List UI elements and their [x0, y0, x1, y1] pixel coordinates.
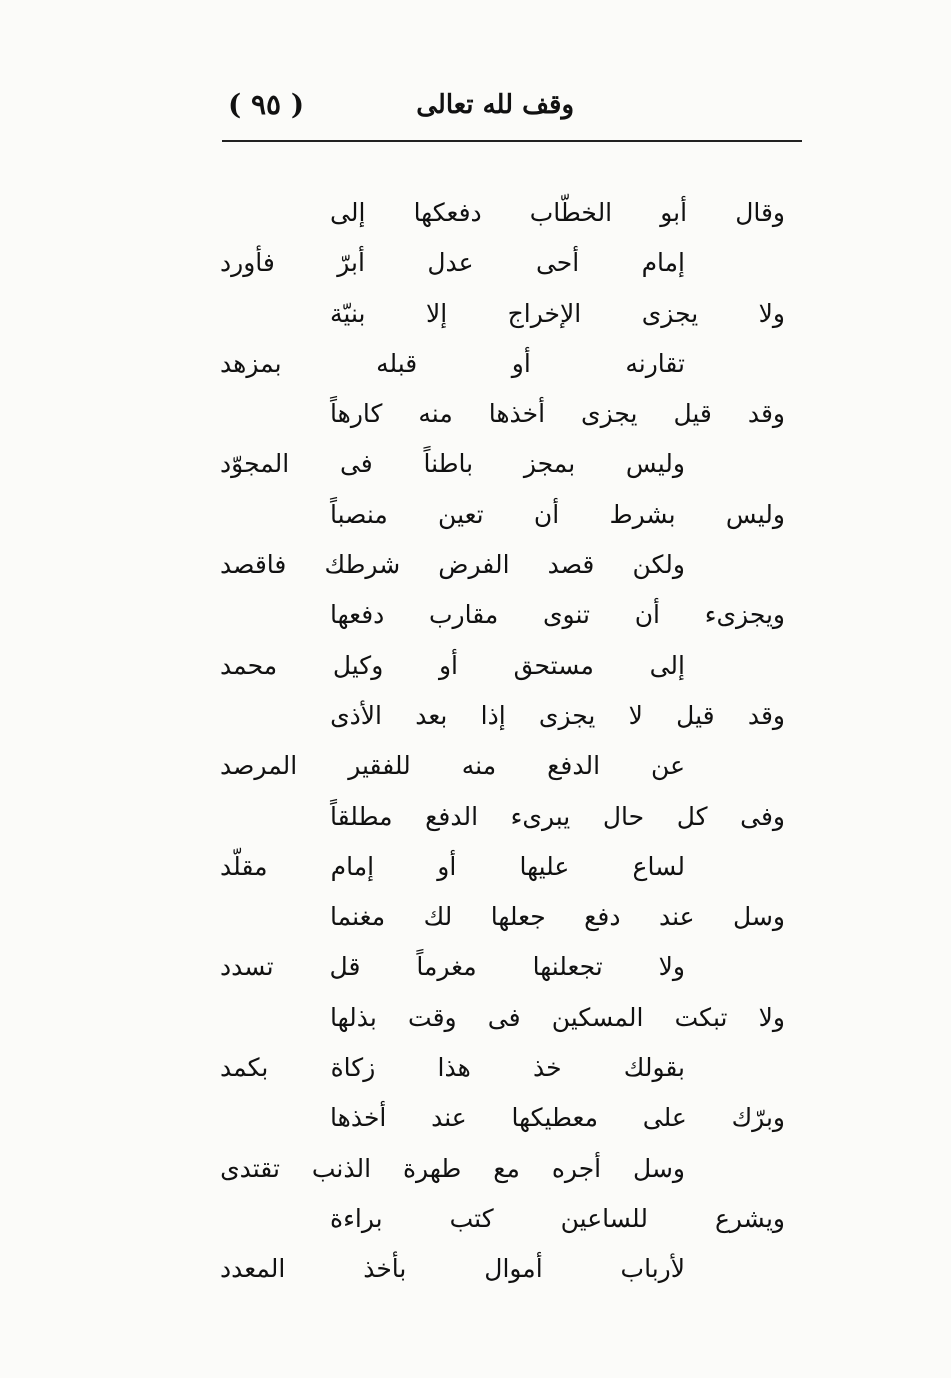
verse-second-hemistich	[220, 741, 785, 791]
verse-word: عند	[658, 902, 695, 932]
verse-word: جعلها	[490, 902, 546, 932]
verse-word: أخذها	[488, 399, 546, 429]
verse-word: منه	[418, 399, 453, 429]
verse-words	[330, 1093, 785, 1143]
verse-word: ولكن	[632, 550, 685, 580]
verse-word: أبو	[660, 198, 688, 227]
verse-word: مطلقاً	[330, 801, 393, 831]
verse-words	[220, 238, 685, 288]
verse-word: هذا	[437, 1053, 471, 1083]
verse-words	[220, 942, 685, 992]
verse-words	[330, 892, 785, 942]
verse-words	[220, 1244, 685, 1294]
verse-word: بقولك	[623, 1053, 685, 1083]
verse-word: منه	[461, 751, 497, 781]
verse-first-hemistich	[330, 691, 785, 741]
verse-word: ويشرع	[714, 1203, 785, 1233]
verse-words	[330, 993, 785, 1043]
verse-second-hemistich	[220, 540, 785, 590]
verse-word: فاقصد	[220, 550, 287, 580]
verse-word: المعدد	[220, 1254, 286, 1284]
verse-word: الدفع	[547, 751, 601, 781]
verse-word: ولا	[758, 298, 785, 328]
verse-words	[330, 490, 785, 540]
verse-word: الأذى	[330, 700, 382, 730]
verse-word: بذلها	[330, 1002, 377, 1032]
verse-word: وسل	[733, 902, 785, 932]
verse-word: خذ	[532, 1053, 562, 1083]
page-header	[222, 84, 802, 140]
verse-word: مستحق	[513, 650, 594, 680]
verse-words	[330, 1194, 785, 1244]
verse-word: بمجز	[523, 449, 576, 479]
verse-words	[330, 188, 785, 238]
verse-word: دفعها	[330, 600, 385, 630]
verse-first-hemistich	[330, 993, 785, 1043]
verse-first-hemistich	[330, 289, 785, 339]
verse-word: يجزى	[538, 700, 596, 730]
verse-word: أموال	[484, 1254, 543, 1284]
verse-word: قيل	[676, 700, 715, 730]
verse-second-hemistich	[220, 1244, 785, 1294]
verse-words	[330, 792, 785, 842]
verse-word: كارهاً	[330, 399, 383, 429]
verse-word: تبكت	[674, 1002, 728, 1032]
verse-word: تنوى	[542, 600, 590, 630]
verse-word: دفعكها	[413, 198, 482, 227]
verse-word: وكيل	[332, 650, 384, 680]
verse-word: الإخراج	[507, 298, 582, 328]
verse-words	[220, 741, 685, 791]
verse-word: لأرباب	[620, 1254, 685, 1284]
verse-second-hemistich	[220, 1043, 785, 1093]
verse-word: براءة	[330, 1203, 383, 1233]
running-title: وقف لله تعالى	[416, 90, 574, 120]
verse-word: تقارنه	[625, 348, 685, 378]
verse-word: دفع	[584, 902, 621, 932]
verse-word: بكمد	[220, 1053, 269, 1083]
verse-word: مغرماً	[416, 952, 477, 982]
verse-word: عن	[651, 751, 685, 781]
verse-first-hemistich	[330, 590, 785, 640]
verse-word: بنيّة	[330, 298, 366, 328]
verse-word: حال	[602, 801, 645, 831]
verse-word: عدل	[427, 248, 474, 278]
verse-first-hemistich	[330, 1093, 785, 1143]
verse-word: عند	[431, 1103, 467, 1133]
verse-word: لا	[628, 700, 643, 730]
verse-word: لك	[423, 902, 453, 932]
verse-word: أحى	[535, 248, 580, 278]
verse-word: أجره	[551, 1153, 602, 1183]
verse-word: قصد	[547, 550, 595, 580]
verse-word: وقال	[735, 198, 785, 227]
verse-word: قل	[329, 952, 361, 982]
verse-word: أبرّ	[337, 248, 365, 278]
verse-word: معطيكها	[511, 1103, 598, 1133]
verse-word: يجزى	[641, 298, 699, 328]
verse-word: قبله	[376, 348, 418, 378]
verse-word: عليها	[519, 851, 570, 881]
verse-word: أن	[533, 499, 560, 529]
verse-words	[220, 641, 685, 691]
verse-first-hemistich	[330, 892, 785, 942]
verse-first-hemistich	[330, 1194, 785, 1244]
verse-word: تعين	[438, 499, 484, 529]
verse-second-hemistich	[220, 842, 785, 892]
verse-word: بمزهد	[220, 348, 282, 378]
verse-word: كل	[676, 801, 708, 831]
verse-words	[330, 590, 785, 640]
verse-word: ولا	[758, 1002, 785, 1032]
verse-words	[220, 540, 685, 590]
verse-word: باطناً	[423, 449, 474, 479]
verse-words	[220, 1144, 685, 1194]
verse-word: المسكين	[551, 1002, 644, 1032]
verse-word: إمام	[641, 248, 685, 278]
verse-word: وقد	[747, 399, 785, 429]
verse-word: وقت	[408, 1002, 457, 1032]
verse-word: الخطّاب	[529, 198, 613, 227]
verse-word: شرطك	[324, 550, 401, 580]
verse-word: بأخذ	[363, 1254, 407, 1284]
verse-words	[220, 439, 685, 489]
verse-words	[330, 691, 785, 741]
verse-word: يبرىء	[510, 801, 571, 831]
verse-first-hemistich	[330, 490, 785, 540]
verse-word: للفقير	[348, 751, 411, 781]
verse-word: كتب	[449, 1203, 494, 1233]
verse-words	[220, 842, 685, 892]
verse-word: الذنب	[311, 1153, 372, 1183]
verse-word: على	[642, 1103, 687, 1133]
verse-word: قيل	[673, 399, 712, 429]
verse-word: محمد	[220, 650, 278, 680]
verse-word: فى	[339, 449, 373, 479]
verse-word: تسدد	[220, 952, 274, 982]
verse-word: مقارب	[429, 600, 499, 630]
verse-word: الفرض	[438, 550, 510, 580]
verse-word: المجوّد	[220, 449, 290, 479]
verse-word: مقلّد	[220, 851, 268, 881]
verse-second-hemistich	[220, 942, 785, 992]
verse-word: للساعين	[560, 1203, 648, 1233]
verse-word: مغنما	[330, 902, 386, 932]
poem-body	[220, 188, 785, 1295]
verse-word: وليس	[725, 499, 785, 529]
verse-word: زكاة	[330, 1053, 376, 1083]
verse-word: لساع	[632, 851, 685, 881]
verse-word: مع	[493, 1153, 520, 1183]
verse-word: أو	[437, 851, 457, 881]
verse-words	[220, 1043, 685, 1093]
verse-first-hemistich	[330, 792, 785, 842]
verse-word: تقتدى	[220, 1153, 280, 1183]
verse-words	[220, 339, 685, 389]
verse-word: وقد	[747, 700, 785, 730]
verse-word: تجعلنها	[532, 952, 603, 982]
verse-second-hemistich	[220, 641, 785, 691]
verse-word: إمام	[330, 851, 375, 881]
verse-word: بعد	[415, 700, 448, 730]
verse-second-hemistich	[220, 238, 785, 288]
verse-word: الدفع	[425, 801, 479, 831]
verse-word: وسل	[633, 1153, 685, 1183]
header-rule	[222, 140, 802, 142]
verse-words	[330, 389, 785, 439]
verse-second-hemistich	[220, 439, 785, 489]
verse-word: إذا	[480, 700, 506, 730]
verse-word: وبرّك	[731, 1103, 785, 1133]
verse-word: إلى	[649, 650, 685, 680]
verse-word: ويجزىء	[704, 600, 785, 630]
verse-word: أو	[511, 348, 531, 378]
verse-word: فأورد	[220, 248, 275, 278]
page-number: ( ٩٥ )	[228, 88, 305, 121]
verse-word: فى	[487, 1002, 521, 1032]
verse-word: منصباً	[330, 499, 388, 529]
verse-word: يجزى	[581, 399, 638, 429]
verse-word: طهرة	[402, 1153, 462, 1183]
verse-word: أن	[634, 600, 660, 630]
verse-word: وفى	[740, 801, 785, 831]
verse-word: أخذها	[330, 1103, 387, 1133]
verse-word: المرصد	[220, 751, 298, 781]
verse-words	[330, 289, 785, 339]
verse-second-hemistich	[220, 339, 785, 389]
verse-second-hemistich	[220, 1144, 785, 1194]
verse-word: بشرط	[609, 499, 676, 529]
verse-word: أو	[438, 650, 458, 680]
verse-word: ولا	[658, 952, 685, 982]
verse-word: إلا	[425, 298, 448, 328]
verse-word: وليس	[625, 449, 685, 479]
verse-first-hemistich	[330, 188, 785, 238]
verse-word: إلى	[330, 198, 366, 227]
verse-first-hemistich	[330, 389, 785, 439]
